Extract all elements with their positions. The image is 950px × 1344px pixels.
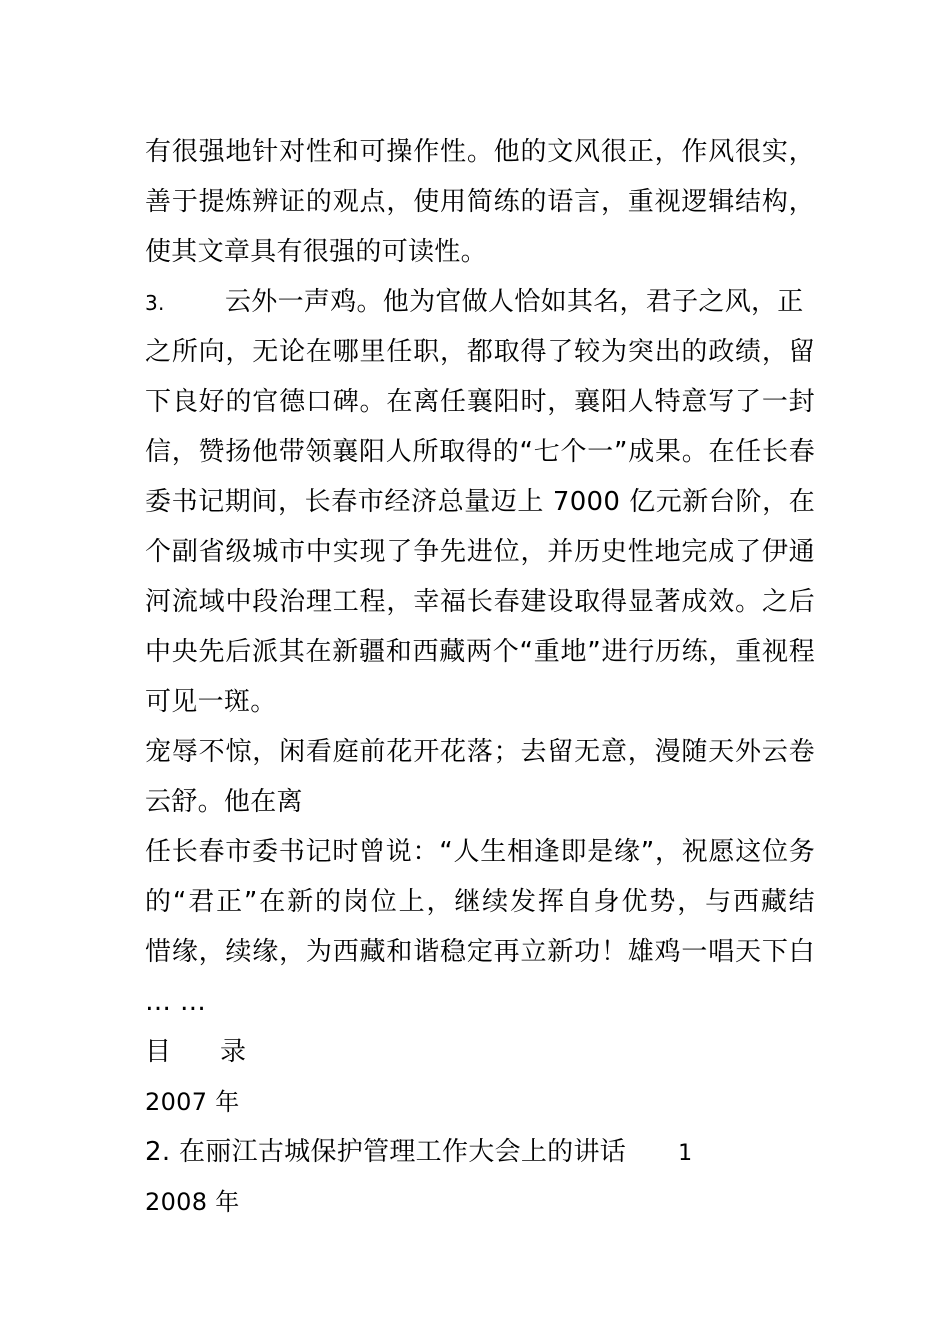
toc-year: 2007 年	[145, 1088, 240, 1116]
text-line: 中央先后派其在新疆和西藏两个“重地”进行历练，重视程	[145, 637, 815, 667]
text-line: 任长春市委书记时曾说：“人生相逢即是缘”，祝愿这位务	[145, 837, 815, 867]
toc-entry-title: 2. 在丽江古城保护管理工作大会上的讲话	[145, 1137, 627, 1167]
text-line: 云舒。他在离	[145, 787, 303, 817]
toc-heading-char: 目	[145, 1037, 172, 1067]
text-line: 惜缘，续缘，为西藏和谐稳定再立新功！雄鸡一唱天下白	[145, 937, 815, 967]
text-line: 宠辱不惊，闲看庭前花开花落；去留无意，漫随天外云卷	[145, 737, 815, 767]
text-line: 使其文章具有很强的可读性。	[145, 237, 487, 267]
toc-heading-char: 录	[220, 1037, 247, 1067]
toc-year: 2008 年	[145, 1188, 240, 1216]
paragraph-number: 3.	[145, 291, 165, 315]
ellipsis-line: … …	[145, 987, 207, 1017]
toc-entry-page: 1	[678, 1141, 693, 1166]
text-line: 信，赞扬他带领襄阳人所取得的“七个一”成果。在任长春	[145, 437, 815, 467]
toc-heading	[145, 1027, 815, 1077]
text-line: 有很强地针对性和可操作性。他的文风很正，作风很实，	[145, 137, 815, 167]
text-line: 委书记期间，长春市经济总量迈上 7000 亿元新台阶，在	[145, 487, 815, 517]
text-line: 善于提炼辨证的观点，使用简练的语言，重视逻辑结构，	[145, 187, 815, 217]
text-line: 之所向，无论在哪里任职，都取得了较为突出的政绩，留	[145, 337, 815, 367]
text-line: 可见一斑。	[145, 687, 277, 717]
document-page	[145, 127, 815, 1227]
text-line: 个副省级城市中实现了争先进位，并历史性地完成了伊通	[145, 537, 815, 567]
toc-entry	[145, 1127, 815, 1177]
numbered-paragraph-first-line	[145, 277, 815, 327]
text-line: 云外一声鸡。他为官做人恰如其名，君子之风，正	[225, 287, 804, 317]
text-line: 的“君正”在新的岗位上，继续发挥自身优势，与西藏结	[145, 887, 815, 917]
text-line: 河流域中段治理工程，幸福长春建设取得显著成效。之后	[145, 587, 815, 617]
text-line: 下良好的官德口碑。在离任襄阳时，襄阳人特意写了一封	[145, 387, 815, 417]
